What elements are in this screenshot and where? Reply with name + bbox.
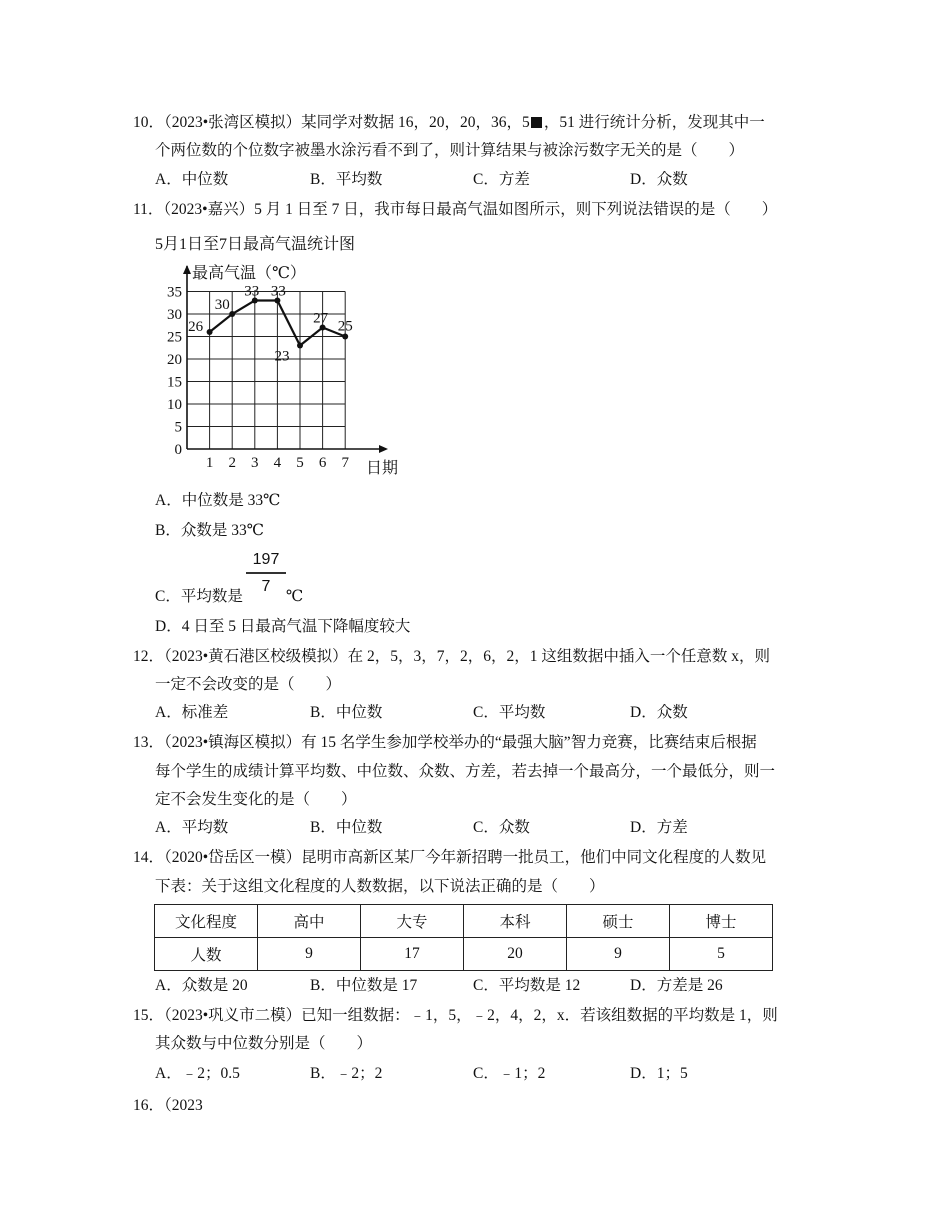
data-point <box>297 343 303 349</box>
fraction-numerator: 197 <box>252 551 280 568</box>
education-level-table <box>154 904 773 971</box>
q14-option-c: C．平均数是 12 <box>473 977 581 994</box>
q11-option-a: A．中位数是 33℃ <box>155 492 281 509</box>
q15-option-a: A．﹣2；0.5 <box>155 1065 240 1082</box>
table-cell: 9 <box>567 938 670 971</box>
data-label: 25 <box>337 318 353 335</box>
x-tick-label: 4 <box>273 455 282 471</box>
data-label: 33 <box>270 283 286 300</box>
q10-option-b: B．平均数 <box>310 171 383 188</box>
chart-y-axis-label: 最高气温（℃） <box>192 265 306 282</box>
x-tick-label: 1 <box>205 455 214 471</box>
chart-y-ticks <box>167 285 182 459</box>
table-cell: 人数 <box>155 938 258 971</box>
q11-option-d: D．4 日至 5 日最高气温下降幅度较大 <box>155 618 411 635</box>
chart-x-axis-label: 日期 <box>366 460 399 477</box>
q10-line-1: 10．（2023•张湾区模拟）某同学对数据 16，20，20，36，5 ，51 进行统计分析，发现其中一 <box>133 114 765 131</box>
table-cell: 5 <box>670 938 773 971</box>
q12-option-d: D．众数 <box>630 704 688 721</box>
q13-line-1: 13．（2023•镇海区模拟）有 15 名学生参加学校举办的“最强大脑”智力竞赛，比赛结束后根据 <box>133 734 757 751</box>
chart-title: 5月1日至7日最高气温统计图 <box>155 236 356 253</box>
table-cell: 文化程度 <box>155 905 258 938</box>
chart-x-ticks <box>206 455 350 471</box>
data-label: 30 <box>214 297 230 313</box>
y-tick-label: 5 <box>174 419 182 436</box>
q10-option-a: A．中位数 <box>155 171 229 188</box>
x-tick-label: 5 <box>296 455 304 471</box>
q12-option-a: A．标准差 <box>155 704 229 721</box>
temperature-line-chart <box>150 230 410 480</box>
q14-option-a: A．众数是 20 <box>155 977 248 994</box>
x-tick-label: 7 <box>341 455 349 471</box>
y-axis-arrow <box>183 265 191 274</box>
y-tick-label: 25 <box>167 329 182 346</box>
y-tick-label: 10 <box>167 397 182 413</box>
data-point <box>207 329 213 335</box>
x-tick-label: 3 <box>251 455 259 471</box>
q14-option-b: B．中位数是 17 <box>310 977 418 994</box>
y-tick-label: 0 <box>174 442 182 458</box>
y-tick-label: 15 <box>167 374 182 391</box>
y-tick-label: 35 <box>167 284 182 301</box>
fraction-bar <box>246 572 286 574</box>
table-cell: 20 <box>464 938 567 971</box>
q12-line-2: 一定不会改变的是（ ） <box>155 676 342 693</box>
y-tick-label: 30 <box>167 307 182 323</box>
data-label: 27 <box>313 310 329 327</box>
q11-option-b: B．众数是 33℃ <box>155 522 265 539</box>
chart-value-labels <box>188 284 353 365</box>
data-point <box>229 311 235 317</box>
x-axis-arrow <box>379 445 388 453</box>
table-cell: 博士 <box>670 905 773 938</box>
x-tick-label: 2 <box>228 455 236 471</box>
fraction-197-over-7 <box>246 550 286 597</box>
q10-option-c: C．方差 <box>473 171 530 188</box>
x-tick-label: 6 <box>318 455 327 471</box>
fraction-denominator: 7 <box>261 577 271 595</box>
q13-option-b: B．中位数 <box>310 819 383 836</box>
ink-blot <box>531 117 542 128</box>
data-label: 26 <box>188 319 204 335</box>
q14-option-d: D．方差是 26 <box>630 977 723 994</box>
q13-line-3: 定不会发生变化的是（ ） <box>155 791 357 808</box>
table-cell: 本科 <box>464 905 567 938</box>
q11-option-c-unit: ℃ <box>286 588 304 605</box>
y-tick-label: 20 <box>167 352 182 368</box>
q10-line-2: 个两位数的个位数字被墨水涂污看不到了，则计算结果与被涂污数字无关的是（ ） <box>155 142 745 159</box>
q13-option-c: C．众数 <box>473 819 530 836</box>
q12-option-c: C．平均数 <box>473 704 546 721</box>
q15-line-2: 其众数与中位数分别是（ ） <box>155 1035 373 1052</box>
q11-line-1: 11．（2023•嘉兴）5 月 1 日至 7 日，我市每日最高气温如图所示，则下列说法错误的是（ ） <box>133 201 778 218</box>
data-label: 33 <box>244 283 260 300</box>
data-label: 23 <box>274 348 290 365</box>
table-cell: 高中 <box>258 905 361 938</box>
q15-line-1: 15．（2023•巩义市二模）已知一组数据：﹣1，5，﹣2，4，2，x．若该组数据的平均数是 1，则 <box>133 1007 778 1024</box>
table-row <box>155 938 773 971</box>
q13-line-2: 每个学生的成绩计算平均数、中位数、众数、方差，若去掉一个最高分，一个最低分，则一 <box>155 763 776 780</box>
q13-option-a: A．平均数 <box>155 819 229 836</box>
table-cell: 硕士 <box>567 905 670 938</box>
table-header-row <box>155 905 773 938</box>
q12-line-1: 12．（2023•黄石港区校级模拟）在 2，5，3，7，2，6，2，1 这组数据中插入一个任意数 x，则 <box>133 648 771 665</box>
table-cell: 9 <box>258 938 361 971</box>
q14-line-1: 14．（2020•岱岳区一模）昆明市高新区某厂今年新招聘一批员工，他们中同文化程度的人数见 <box>133 849 767 866</box>
q15-option-c: C．﹣1；2 <box>473 1065 546 1082</box>
q15-option-d: D．1；5 <box>630 1065 688 1082</box>
q11-option-c: C．平均数是 <box>155 588 243 605</box>
table-cell: 大专 <box>361 905 464 938</box>
q12-option-b: B．中位数 <box>310 704 383 721</box>
q14-line-2: 下表：关于这组文化程度的人数数据，以下说法正确的是（ ） <box>155 878 605 895</box>
q13-option-d: D．方差 <box>630 819 688 836</box>
q10-option-d: D．众数 <box>630 171 688 188</box>
q16-line-1: 16．（2023 <box>133 1097 203 1114</box>
table-cell: 17 <box>361 938 464 971</box>
q15-option-b: B．﹣2；2 <box>310 1065 383 1082</box>
